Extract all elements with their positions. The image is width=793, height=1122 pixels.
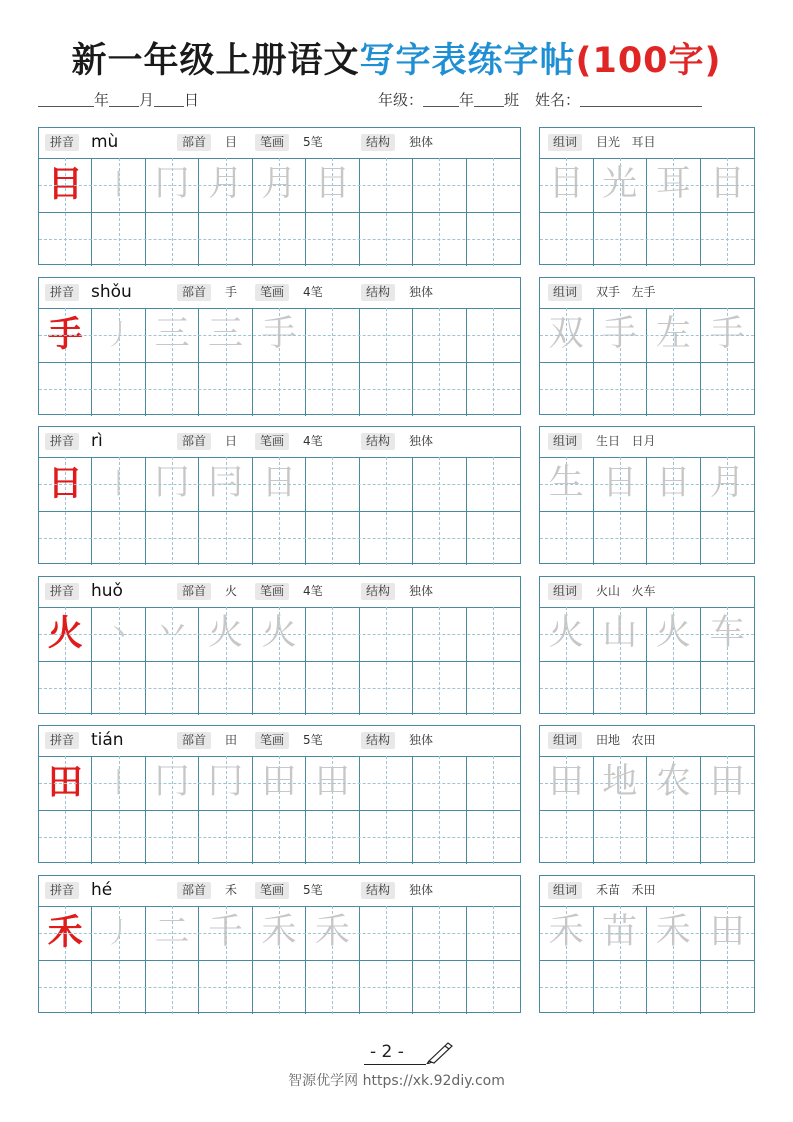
row-divider [540,960,754,961]
left-practice-char: 火 [208,612,244,653]
grade-year-label: 年 [459,91,475,109]
right-practice-char: 山 [602,612,638,653]
char-info-header [39,577,520,608]
structure-label: 结构 [361,583,395,600]
name-label: 姓名： [535,91,581,109]
cell-guide-horizontal [540,933,754,934]
left-practice-char: 手 [261,313,297,354]
char-practice-box [38,576,521,714]
strokes-value: 5笔 [303,883,323,897]
words-label: 组词 [548,882,582,899]
right-practice-char: 农 [655,762,691,803]
cell-guide-horizontal [39,688,520,689]
right-practice-char: 禾 [655,912,691,952]
strokes-label: 笔画 [255,583,289,600]
cell-guide-horizontal [39,185,520,186]
title-part-1: 新一年级上册语文 [71,41,360,81]
title-part-2: 写字表练字帖 [359,41,576,81]
radical-value: 火 [225,583,238,598]
row-divider [540,362,754,363]
words-label: 组词 [548,732,582,749]
day-label: 日 [184,91,200,109]
cell-guide-horizontal [39,783,520,784]
structure-value: 独体 [409,434,434,449]
left-practice-char: 田 [314,762,350,803]
pinyin-value: mù [91,132,119,152]
left-practice-char: 丶 [104,616,133,650]
left-practice-char: 丷 [154,612,190,653]
strokes-label: 笔画 [255,732,289,749]
pinyin-label: 拼音 [45,284,79,301]
word-practice-box [539,725,755,863]
words-value: 火山 火车 [596,583,656,598]
title-part-3: (100字) [575,41,722,81]
right-practice-char: 目 [548,164,584,204]
left-practice-char: 丨 [104,168,133,201]
char-info-header [39,128,520,159]
char-practice-box [38,277,521,415]
month-label: 月 [139,91,155,109]
right-practice-char: 左 [655,313,691,354]
class-blank[interactable] [474,90,504,107]
strokes-value: 5笔 [303,135,323,149]
left-practice-char: 目 [314,164,350,204]
right-practice-char: 地 [602,762,638,803]
strokes-label: 笔画 [255,134,289,151]
words-label: 组词 [548,134,582,151]
radical-value: 日 [225,434,238,449]
pinyin-label: 拼音 [45,882,79,899]
strokes-value: 4笔 [303,284,323,299]
right-practice-char: 光 [602,164,638,204]
right-practice-char: 苗 [602,912,638,952]
right-writing-grid [540,756,754,862]
structure-label: 结构 [361,732,395,749]
left-practice-char: 丨 [104,766,133,800]
cell-guide-horizontal [39,484,520,485]
left-practice-char: 丿 [104,317,133,351]
row-divider [540,661,754,662]
left-practice-char: 日 [47,463,83,505]
right-writing-grid [540,308,754,414]
radical-label: 部首 [177,882,211,899]
pinyin-label: 拼音 [45,583,79,600]
left-practice-char: 月 [208,164,244,204]
row-divider [39,661,520,662]
structure-value: 独体 [409,733,434,748]
cell-guide-horizontal [540,634,754,635]
left-practice-char: 冂 [208,762,244,803]
right-writing-grid [540,457,754,563]
page-number-underline [364,1064,426,1065]
month-blank[interactable] [109,90,139,107]
row-divider [39,511,520,512]
right-practice-char: 日 [602,463,638,504]
left-practice-char: 三 [154,313,190,354]
left-practice-char: 禾 [314,912,350,952]
right-practice-char: 火 [548,612,584,653]
left-practice-char: 火 [47,612,83,654]
cell-guide-horizontal [540,987,754,988]
pinyin-value: rì [91,431,103,452]
char-practice-box [38,875,521,1013]
radical-value: 田 [225,733,238,748]
structure-value: 独体 [409,583,434,598]
word-info-header [540,128,754,159]
cell-guide-horizontal [540,335,754,336]
radical-label: 部首 [177,583,211,600]
page-title [0,33,793,83]
row-divider [39,212,520,213]
structure-label: 结构 [361,134,395,151]
word-info-header [540,876,754,907]
right-practice-char: 手 [602,313,638,354]
right-practice-char: 手 [709,313,745,354]
word-info-header [540,577,754,608]
pinyin-value: huǒ [91,580,123,601]
right-practice-char: 田 [548,762,584,803]
strokes-value: 5笔 [303,733,323,748]
word-info-header [540,726,754,757]
left-writing-grid [39,607,520,713]
radical-value: 手 [225,284,238,299]
cell-guide-horizontal [39,335,520,336]
char-info-header [39,427,520,458]
cell-guide-horizontal [540,837,754,838]
words-label: 组词 [548,284,582,301]
radical-value: 禾 [225,883,238,897]
cell-guide-horizontal [39,987,520,988]
cell-guide-horizontal [39,239,520,240]
left-writing-grid [39,906,520,1012]
word-practice-box [539,127,755,265]
right-practice-char: 耳 [655,164,691,204]
right-practice-char: 日 [655,463,691,504]
pinyin-label: 拼音 [45,433,79,450]
word-practice-box [539,875,755,1013]
structure-label: 结构 [361,433,395,450]
left-practice-char: 丿 [104,916,133,949]
left-practice-char: 二 [154,912,190,952]
right-practice-char: 禾 [548,912,584,952]
word-info-header [540,427,754,458]
name-blank[interactable] [580,90,702,107]
right-practice-char: 田 [709,762,745,803]
cell-guide-horizontal [540,484,754,485]
word-practice-box [539,426,755,564]
strokes-label: 笔画 [255,433,289,450]
char-info-header [39,278,520,309]
words-value: 禾苗 禾田 [596,883,656,897]
pen-icon [426,1040,456,1064]
word-practice-box [539,576,755,714]
left-practice-char: 冂 [154,762,190,803]
cell-guide-horizontal [540,688,754,689]
strokes-value: 4笔 [303,434,323,449]
left-writing-grid [39,756,520,862]
row-divider [540,810,754,811]
cell-guide-horizontal [39,538,520,539]
left-practice-char: 禾 [261,912,297,952]
structure-value: 独体 [409,135,434,149]
right-writing-grid [540,906,754,1012]
left-practice-char: 冂 [154,463,190,504]
date-line [38,89,199,113]
char-info-header [39,876,520,907]
structure-label: 结构 [361,284,395,301]
right-practice-char: 火 [655,612,691,653]
left-practice-char: 冃 [208,463,244,504]
left-practice-char: 日 [261,463,297,504]
cell-guide-horizontal [540,185,754,186]
pinyin-value: hé [91,880,113,900]
left-practice-char: 禾 [47,912,83,953]
row-divider [39,362,520,363]
left-practice-char: 田 [47,762,83,804]
structure-value: 独体 [409,883,434,897]
day-blank[interactable] [154,90,184,107]
radical-label: 部首 [177,433,211,450]
row-divider [540,212,754,213]
structure-value: 独体 [409,284,434,299]
cell-guide-horizontal [540,538,754,539]
year-label: 年 [94,91,110,109]
student-info-line [378,89,702,113]
words-value: 生日 日月 [596,434,656,449]
page-number: - 2 - [370,1042,404,1062]
right-practice-char: 目 [709,164,745,204]
words-value: 田地 农田 [596,733,656,748]
pinyin-label: 拼音 [45,732,79,749]
left-practice-char: 三 [208,313,244,354]
strokes-label: 笔画 [255,284,289,301]
words-value: 双手 左手 [596,284,656,299]
left-practice-char: 冂 [154,164,190,204]
cell-guide-horizontal [39,933,520,934]
radical-label: 部首 [177,134,211,151]
radical-value: 目 [225,135,238,149]
site-credit: 智源优学网 https://xk.92diy.com [288,1073,505,1089]
grade-blank[interactable] [423,90,459,107]
cell-guide-horizontal [540,389,754,390]
words-label: 组词 [548,433,582,450]
radical-label: 部首 [177,284,211,301]
strokes-value: 4笔 [303,583,323,598]
cell-guide-horizontal [39,389,520,390]
pinyin-label: 拼音 [45,134,79,151]
left-practice-char: 手 [47,313,83,355]
left-writing-grid [39,457,520,563]
cell-guide-horizontal [540,239,754,240]
right-practice-char: 生 [548,463,584,504]
left-practice-char: 火 [261,612,297,653]
right-practice-char: 月 [709,463,745,504]
char-practice-box [38,426,521,564]
class-label: 班 [504,91,520,109]
left-writing-grid [39,158,520,264]
row-divider [540,511,754,512]
radical-label: 部首 [177,732,211,749]
cell-guide-horizontal [39,837,520,838]
year-blank[interactable] [38,90,94,107]
cell-guide-horizontal [39,634,520,635]
pinyin-value: tián [91,730,124,751]
left-practice-char: 田 [261,762,297,803]
left-writing-grid [39,308,520,414]
structure-label: 结构 [361,882,395,899]
words-value: 目光 耳目 [596,135,656,149]
words-label: 组词 [548,583,582,600]
strokes-label: 笔画 [255,882,289,899]
char-practice-box [38,127,521,265]
row-divider [39,810,520,811]
char-practice-box [38,725,521,863]
word-info-header [540,278,754,309]
right-writing-grid [540,607,754,713]
word-practice-box [539,277,755,415]
right-practice-char: 车 [709,612,745,653]
grade-label: 年级： [378,91,424,109]
right-practice-char: 双 [548,313,584,354]
left-practice-char: 千 [208,912,244,952]
char-info-header [39,726,520,757]
left-practice-char: 月 [261,164,297,204]
pinyin-value: shǒu [91,281,132,302]
row-divider [39,960,520,961]
right-writing-grid [540,158,754,264]
left-practice-char: 目 [47,164,83,205]
cell-guide-horizontal [540,783,754,784]
left-practice-char: 丨 [104,467,133,501]
right-practice-char: 田 [709,912,745,952]
